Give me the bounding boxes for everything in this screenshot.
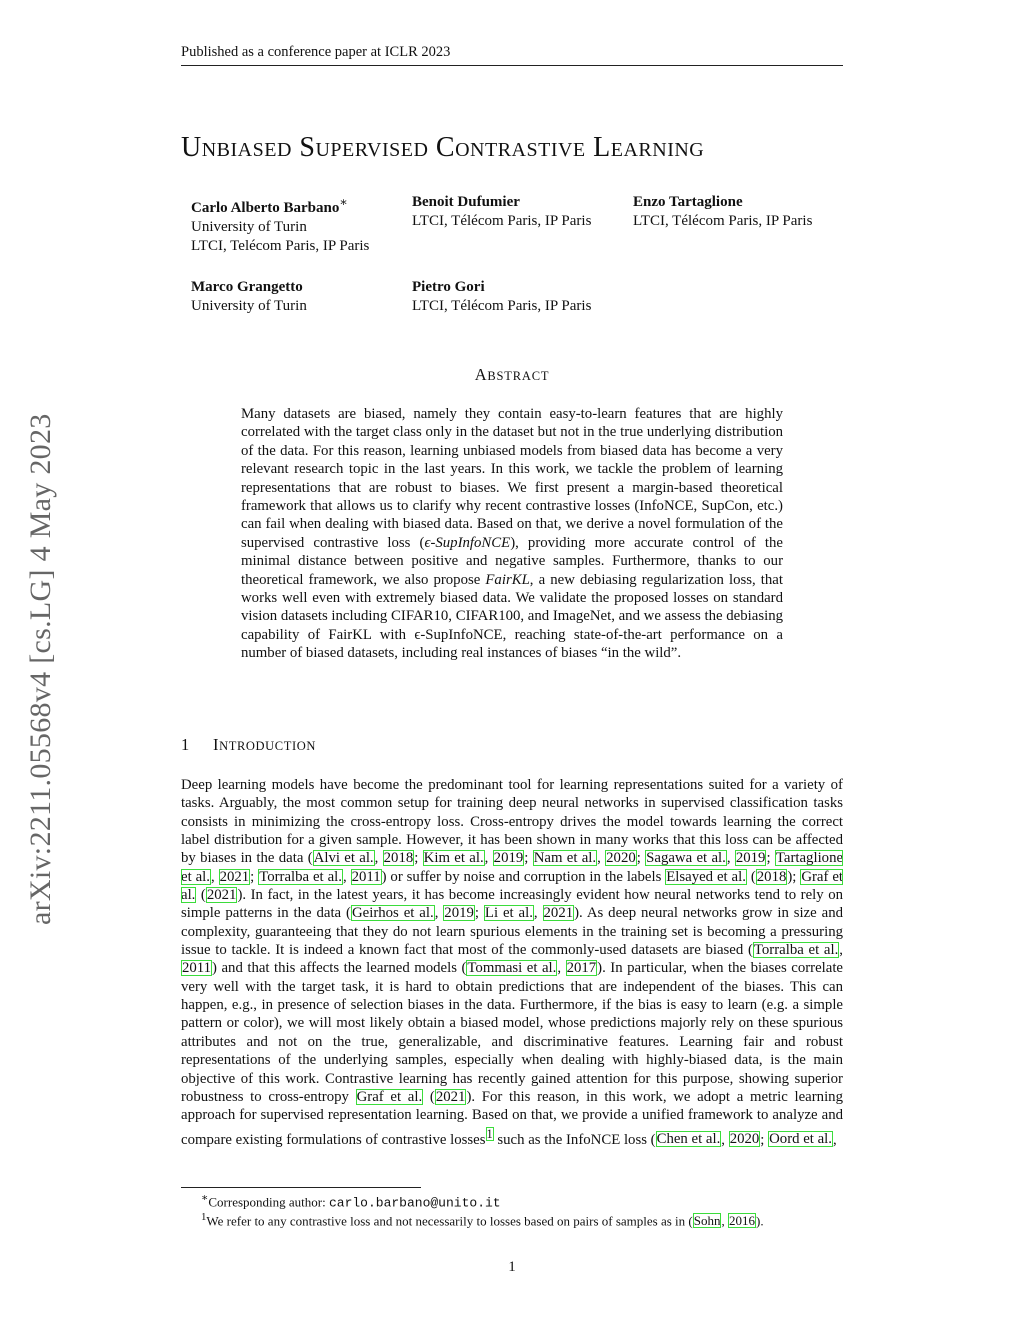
- citation-link[interactable]: 2020: [729, 1131, 760, 1148]
- citation-sep: (: [746, 868, 756, 885]
- title-word-2-cap: S: [299, 132, 316, 163]
- section-heading-cap: I: [213, 735, 220, 754]
- abstract-heading: [0, 365, 1024, 385]
- citation-link[interactable]: 2011: [182, 960, 212, 977]
- citation-sep: ;: [474, 905, 484, 922]
- citation-sep: ,: [342, 868, 351, 885]
- citation-link[interactable]: Sohn: [693, 1213, 721, 1229]
- citation-link[interactable]: 2021: [206, 887, 237, 904]
- author-name: Benoit Dufumier: [412, 194, 520, 210]
- footnote-text: Corresponding author:: [208, 1194, 329, 1210]
- citation-link[interactable]: Elsayed et al.: [666, 868, 746, 885]
- abstract-part: , a new debiasing regularization loss, that works well even with extremely biased data. We validate the proposed losses on standard vision datasets including CIFAR10, CIFAR100, and ImageNet, and we assess the debiasing capability of FairKL with ϵ-SupInfoNCE, reaching state-of-the-art performance on a number of biased datasets, including real instances of biases “in the wild”.: [241, 571, 783, 662]
- citation-link[interactable]: Chen et al.: [656, 1131, 721, 1148]
- author-affiliation: LTCI, Telécom Paris, IP Paris: [191, 238, 370, 254]
- author-affiliation: LTCI, Télécom Paris, IP Paris: [633, 213, 813, 229]
- author-name: Marco Grangetto: [191, 279, 303, 295]
- citation-link[interactable]: Nam et al.: [533, 850, 597, 867]
- arxiv-stamp: arXiv:2211.05568v4 [cs.LG] 4 May 2023: [24, 413, 57, 925]
- citation-link[interactable]: 2016: [728, 1213, 755, 1229]
- citation-sep: ;: [250, 868, 259, 885]
- section-number: 1: [181, 735, 190, 754]
- citation-link[interactable]: Tommasi et al.: [467, 960, 557, 977]
- citation-link[interactable]: Torralba et al.: [753, 942, 839, 959]
- citation-link[interactable]: 2021: [435, 1088, 466, 1105]
- author-affiliation: University of Turin: [191, 219, 307, 235]
- intro-text: ). For this reason, in this work, we adopt a metric learning approach for supervised representation learning. Based on that, we provide a unified framework to analyze and compare existing formulations of contrastive losses: [181, 1088, 843, 1148]
- citation-sep: ;: [524, 850, 533, 867]
- citation-sep: ,: [832, 1131, 837, 1148]
- citation-sep: ,: [721, 1131, 729, 1148]
- author-name: Carlo Alberto Barbano: [191, 200, 340, 216]
- author-block: [412, 193, 591, 231]
- citation-link[interactable]: 2020: [606, 850, 636, 867]
- abstract-part: Many datasets are biased, namely they contain easy-to-learn features that are highly correlated with the target class only in the dataset but not in the true underlying distribution of the data. For this reason, learning unbiased models from biased data has become a very relevant research topic in the last years. In this work, we tackle the problem of learning representations that are robust to biases. We first present a margin-based theoretical framework that allows us to clarify why recent contrastive losses (InfoNCE, SupCon, etc.) can fail when dealing with biased data. Based on that, we derive a novel formulation of the supervised contrastive loss (: [241, 406, 783, 551]
- citation-link[interactable]: 2018: [383, 850, 414, 867]
- author-name: Pietro Gori: [412, 279, 485, 295]
- intro-text: such as the InfoNCE loss (: [493, 1131, 656, 1148]
- citation-sep: ;: [414, 850, 423, 867]
- author-email[interactable]: carlo.barbano@unito.it: [328, 1195, 501, 1211]
- author-affiliation: University of Turin: [191, 298, 307, 314]
- citation-link[interactable]: 2017: [566, 960, 597, 977]
- intro-text: ). In fact, in the latest years, it has become increasingly evident how neural networks tend to rely on simple patterns in the data (: [181, 887, 843, 922]
- citation-link[interactable]: Alvi et al.: [313, 850, 374, 867]
- abstract-part: ), providing more accurate control of the minimal distance between positive and negative samples. Furthermore, thanks to our theoretical framework, we also propose: [241, 534, 783, 588]
- header-rule: [181, 65, 843, 66]
- title-word-3-cap: C: [435, 132, 456, 163]
- citation-link[interactable]: 2021: [219, 868, 250, 885]
- abstract-loss-name: ϵ-SupInfoNCE: [424, 534, 511, 551]
- intro-text: ). As deep neural networks grow in size and complexity, guaranteeing that they do not learn spurious elements in the training set is becoming a pressuring issue to tackle. It is indeed a known fact that most of the commonly-used datasets are biased (: [181, 905, 844, 959]
- author-affiliation: LTCI, Télécom Paris, IP Paris: [412, 213, 592, 229]
- author-block: [633, 193, 812, 231]
- citation-sep: ,: [374, 850, 383, 867]
- citation-link[interactable]: Torralba et al.: [259, 868, 342, 885]
- title-word-4-rest: EARNING: [610, 139, 705, 161]
- citation-sep: );: [787, 868, 801, 885]
- title-word-1-cap: U: [181, 132, 202, 163]
- section-heading-rest: NTRODUCTION: [219, 739, 316, 753]
- citation-sep: ,: [726, 850, 735, 867]
- citation-sep: ,: [721, 1213, 728, 1229]
- citation-link[interactable]: Oord et al.: [769, 1131, 832, 1148]
- citation-sep: ,: [434, 905, 444, 922]
- citation-sep: ,: [839, 942, 843, 959]
- citation-sep: ,: [533, 905, 543, 922]
- author-mark: ∗: [339, 195, 348, 209]
- citation-sep: ,: [557, 960, 566, 977]
- citation-link[interactable]: Geirhos et al.: [351, 905, 434, 922]
- citation-link[interactable]: 2019: [444, 905, 474, 922]
- citation-sep: (: [423, 1088, 435, 1105]
- abstract-text: [241, 405, 783, 663]
- citation-link[interactable]: Kim et al.: [423, 850, 484, 867]
- introduction-paragraph: [181, 776, 843, 1149]
- author-block: [191, 278, 307, 316]
- author-block: [412, 278, 591, 316]
- page-number: 1: [508, 1259, 516, 1275]
- abstract-fairkl-name: FairKL: [485, 571, 530, 588]
- citation-sep: ;: [760, 1131, 769, 1148]
- intro-text: ) or suffer by noise and corruption in the labels: [381, 868, 666, 885]
- author-affiliation: LTCI, Télécom Paris, IP Paris: [412, 298, 592, 314]
- running-header: Published as a conference paper at ICLR 2023: [181, 44, 451, 60]
- citation-link[interactable]: Li et al.: [484, 905, 533, 922]
- intro-text: ) and that this affects the learned models (: [212, 960, 467, 977]
- citation-link[interactable]: 2018: [756, 868, 787, 885]
- author-name: Enzo Tartaglione: [633, 194, 743, 210]
- footnote-text: We refer to any contrastive loss and not necessarily to losses based on pairs of samples as in (: [206, 1213, 693, 1229]
- citation-sep: ;: [766, 850, 775, 867]
- citation-link[interactable]: 2021: [543, 905, 574, 922]
- intro-text: Deep learning models have become the predominant tool for learning representations suited for a variety of tasks. Arguably, the most common setup for training deep neural networks in supervised classification tasks consists in minimizing the cross-entropy loss. Cross-entropy drives the model towards learning the correct label distribution for a given sample. However, it has been shown in many works that this loss can be affected by biases in the data (: [181, 777, 843, 867]
- citation-sep: (: [196, 887, 206, 904]
- abstract-heading-rest: BSTRACT: [487, 369, 550, 383]
- citation-link[interactable]: 2019: [735, 850, 766, 867]
- title-word-2-rest: UPERVISED: [315, 139, 429, 161]
- footnote-text: ).: [755, 1213, 764, 1229]
- title-word-4-cap: L: [593, 132, 611, 163]
- footnote-1: [181, 1209, 863, 1229]
- citation-link[interactable]: 2011: [351, 868, 381, 885]
- section-heading: [181, 735, 316, 755]
- citation-sep: ,: [210, 868, 219, 885]
- footnote-mark: ∗: [201, 1192, 209, 1204]
- author-block: [191, 193, 369, 256]
- citation-link[interactable]: Tartaglione et al.: [181, 850, 844, 885]
- citation-sep: ;: [636, 850, 646, 867]
- title-word-3-rest: ONTRASTIVE: [455, 139, 586, 161]
- paper-title: [181, 132, 704, 164]
- intro-text: ). In particular, when the biases correlate very well with the target task, it is hard to obtain predictions that are independent of the biases. This can happen, e.g., in presence of selection biases in the data. Furthermore, if the bias is easy to learn (e.g. a simple pattern or color), we will most likely obtain a biased model, whose predictions majorly rely on these spurious attributes and not on the true, generalizable, and discriminative features. Learning fair and robust representations of the underlying samples, especially when dealing with highly-biased data, is the main objective of this work. Contrastive learning has recently gained attention for this purpose, showing superior robustness to cross-entropy: [181, 960, 843, 1105]
- citation-sep: ,: [597, 850, 606, 867]
- footnote-mark: 1: [201, 1211, 207, 1223]
- citation-link[interactable]: 2019: [493, 850, 524, 867]
- citation-sep: ,: [484, 850, 493, 867]
- title-word-1-rest: NBIASED: [201, 139, 292, 161]
- citation-link[interactable]: Sagawa et al.: [646, 850, 726, 867]
- footnote-rule: [181, 1187, 421, 1188]
- footnote-link[interactable]: 1: [486, 1126, 493, 1141]
- citation-link[interactable]: Graf et al.: [181, 868, 843, 904]
- abstract-heading-cap: A: [474, 365, 488, 384]
- citation-link[interactable]: Graf et al.: [356, 1088, 423, 1105]
